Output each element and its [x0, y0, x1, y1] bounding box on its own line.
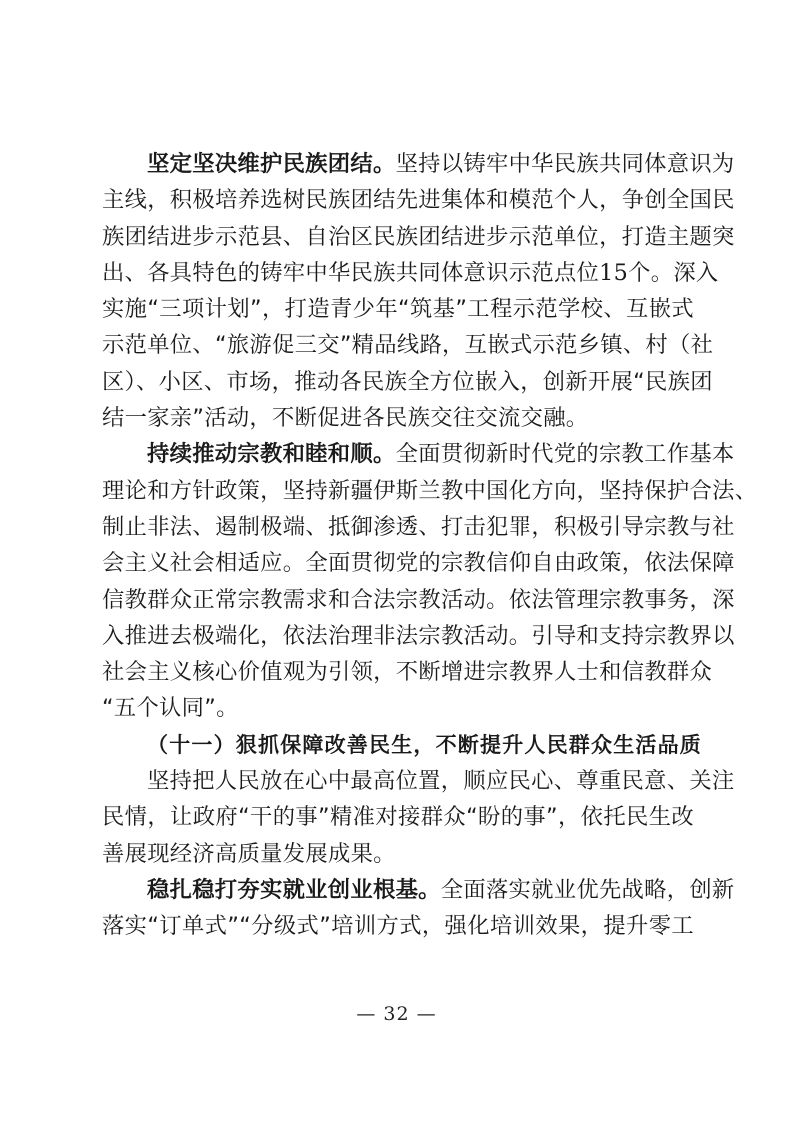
paragraph-1-line-6: 示范单位、“旅游促三交”精品线路，互嵌式示范乡镇、村（社 [102, 332, 714, 359]
paragraph-3-line-1: 坚持把人民放在心中最高位置，顺应民心、尊重民意、关注 [147, 768, 735, 795]
paragraph-1-line-3: 族团结进步示范县、自治区民族团结进步示范单位，打造主题突 [102, 223, 735, 250]
text-run: 全面落实就业优先战略，创新 [440, 876, 735, 903]
paragraph-3-line-3: 善展现经济高质量发展成果。 [102, 840, 396, 867]
paragraph-2-line-5: 信教群众正常宗教需求和合法宗教活动。依法管理宗教事务，深 [102, 586, 735, 613]
paragraph-2-line-7: 社会主义核心价值观为引领，不断增进宗教界人士和信教群众 [102, 659, 713, 686]
paragraph-2-line-2: 理论和方针政策，坚持新疆伊斯兰教中国化方向，坚持保护合法、 [102, 477, 758, 504]
paragraph-4-line-2: 落实“订单式”“分级式”培训方式，强化培训效果，提升零工 [102, 913, 694, 940]
paragraph-2-line-6: 入推进去极端化，依法治理非法宗教活动。引导和支持宗教界以 [102, 622, 735, 649]
body-text [102, 146, 758, 945]
text-run: 坚持以铸牢中华民族共同体意识为 [395, 151, 735, 177]
text-run: 个。深入 [628, 259, 719, 286]
section-lead-religious-harmony: 持续推动宗教和睦和顺。 [147, 441, 396, 468]
number-run: 15 [599, 259, 629, 286]
paragraph-2-line-3: 制止非法、遏制极端、抵御渗透、打击犯罪，积极引导宗教与社 [102, 513, 735, 540]
paragraph-3-line-2: 民情，让政府“干的事”精准对接群众“盼的事”，依托民生改 [102, 804, 694, 831]
section-heading: （十一）狠抓保障改善民生，不断提升人民群众生活品质 [147, 731, 702, 757]
text-run: 出、各具特色的铸牢中华民族共同体意识示范点位 [102, 259, 600, 286]
text-run: 全面贯彻新时代党的宗教工作基本 [395, 441, 735, 468]
paragraph-1-line-2: 主线，积极培养选树民族团结先进集体和模范个人，争创全国民 [102, 187, 735, 214]
section-lead-ethnic-unity: 坚定坚决维护民族团结。 [147, 151, 396, 177]
paragraph-2-line-4: 会主义社会相适应。全面贯彻党的宗教信仰自由政策，依法保障 [102, 550, 735, 577]
page-number: — 32 — [356, 1003, 437, 1025]
paragraph-1-line-8: 结一家亲”活动，不断促进各民族交往交流交融。 [102, 405, 589, 432]
paragraph-1-line-1 [102, 146, 735, 182]
paragraph-1-line-7: 区）、小区、市场，推动各民族全方位嵌入，创新开展“民族团 [102, 368, 713, 395]
paragraph-4-line-1 [102, 872, 735, 908]
paragraph-2-line-1 [102, 436, 735, 472]
paragraph-1-line-4 [102, 255, 719, 291]
section-lead-employment: 稳扎稳打夯实就业创业根基。 [147, 876, 441, 903]
paragraph-1-line-5: 实施“三项计划”，打造青少年“筑基”工程示范学校、互嵌式 [102, 296, 694, 323]
paragraph-2-line-8: “五个认同”。 [102, 695, 239, 722]
